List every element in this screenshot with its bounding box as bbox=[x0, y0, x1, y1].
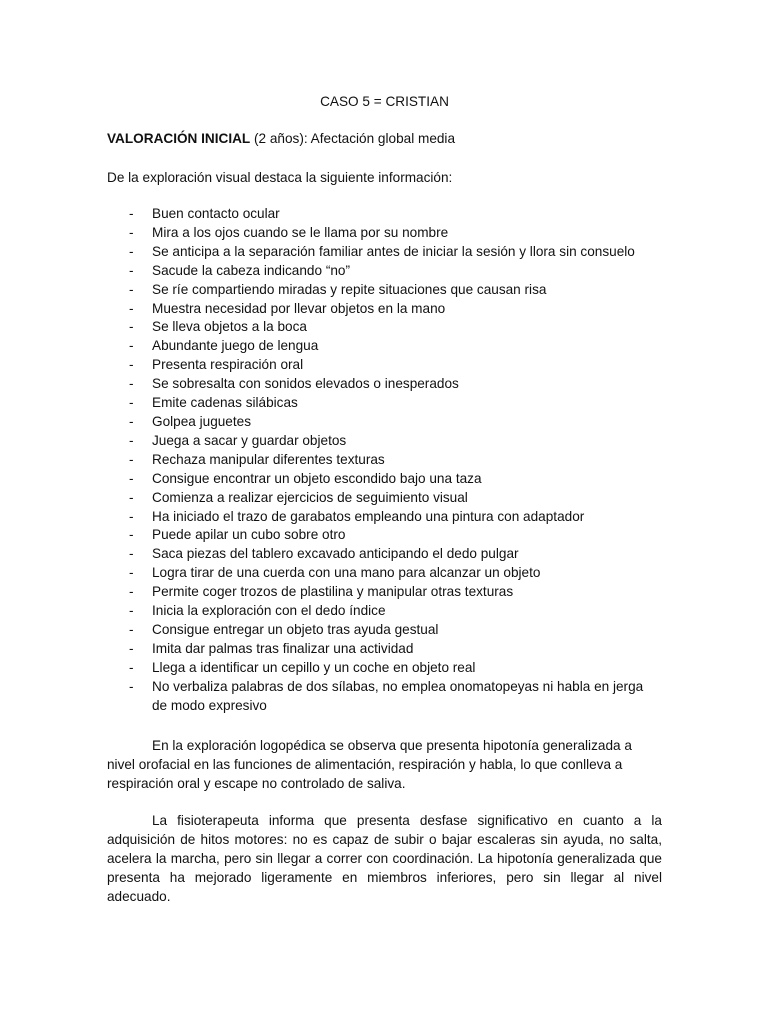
list-dash: - bbox=[129, 281, 134, 297]
list-dash: - bbox=[129, 319, 134, 335]
list-item-text: Permite coger trozos de plastilina y manipular otras texturas bbox=[152, 584, 514, 600]
visual-exploration-intro: De la exploración visual destaca la siguiente información: bbox=[107, 170, 453, 185]
list-dash: - bbox=[129, 224, 134, 240]
list-item-text: No verbaliza palabras de dos sílabas, no emplea onomatopeyas ni habla en jerga de modo expresivo bbox=[152, 678, 644, 713]
list-item-text: Juega a sacar y guardar objetos bbox=[152, 432, 347, 448]
list-item-text: Comienza a realizar ejercicios de seguimiento visual bbox=[152, 489, 468, 505]
list-item bbox=[107, 394, 662, 413]
speech-therapy-text: En la exploración logopédica se observa que presenta hipotonía generalizada a nivel orofacial en las funciones de alimentación, respiración y habla, lo que conlleva a respiración oral y escape no controlado de saliva. bbox=[107, 738, 632, 791]
list-item bbox=[107, 508, 662, 527]
list-dash: - bbox=[129, 470, 134, 486]
speech-therapy-paragraph bbox=[107, 736, 662, 793]
list-item bbox=[107, 337, 662, 356]
initial-assessment-line bbox=[107, 129, 455, 148]
list-item-text: Ha iniciado el trazo de garabatos empleando una pintura con adaptador bbox=[152, 508, 585, 524]
list-item-text: Buen contacto ocular bbox=[152, 206, 280, 221]
list-item-text: Saca piezas del tablero excavado anticipando el dedo pulgar bbox=[152, 546, 519, 562]
physiotherapy-text: La fisioterapeuta informa que presenta desfase significativo en cuanto a la adquisición de hitos motores: no es capaz de subir o bajar escaleras sin ayuda, no salta, acelera la marcha, pero sin llegar a correr con coordinación. La hipotonía generalizada que presenta ha mejorado ligeramente en miembros inferiores, pero sin llegar al nivel adecuado. bbox=[107, 813, 662, 904]
list-item bbox=[107, 489, 662, 508]
list-item bbox=[107, 243, 662, 262]
list-item bbox=[107, 678, 662, 716]
list-item-text: Logra tirar de una cuerda con una mano para alcanzar un objeto bbox=[152, 565, 541, 581]
list-item-text: Muestra necesidad por llevar objetos en la mano bbox=[152, 300, 446, 316]
list-item bbox=[107, 281, 662, 300]
list-item-text: Sacude la cabeza indicando “no” bbox=[152, 262, 350, 278]
list-item bbox=[107, 470, 662, 489]
list-item-text: Golpea juguetes bbox=[152, 413, 252, 429]
list-item-text: Consigue encontrar un objeto escondido bajo una taza bbox=[152, 470, 482, 486]
list-item-text: Rechaza manipular diferentes texturas bbox=[152, 451, 385, 467]
list-dash: - bbox=[129, 678, 134, 694]
case-title: CASO 5 = CRISTIAN bbox=[320, 94, 449, 109]
list-item bbox=[107, 205, 662, 224]
physiotherapy-paragraph bbox=[107, 811, 662, 906]
list-dash: - bbox=[129, 357, 134, 373]
list-dash: - bbox=[129, 413, 134, 429]
list-dash: - bbox=[129, 527, 134, 543]
list-dash: - bbox=[129, 621, 134, 637]
list-dash: - bbox=[129, 489, 134, 505]
list-item bbox=[107, 602, 662, 621]
list-item-text: Abundante juego de lengua bbox=[152, 338, 319, 354]
list-item-text: Se ríe compartiendo miradas y repite situaciones que causan risa bbox=[152, 281, 547, 297]
list-dash: - bbox=[129, 300, 134, 316]
list-dash: - bbox=[129, 338, 134, 354]
list-dash: - bbox=[129, 659, 134, 675]
list-dash: - bbox=[129, 565, 134, 581]
list-item-text: Consigue entregar un objeto tras ayuda gestual bbox=[152, 621, 439, 637]
list-item-text: Se lleva objetos a la boca bbox=[152, 319, 307, 335]
list-dash: - bbox=[129, 432, 134, 448]
list-item-text: Emite cadenas silábicas bbox=[152, 395, 298, 411]
list-item-text: Mira a los ojos cuando se le llama por su nombre bbox=[152, 224, 449, 240]
list-item-text: Se anticipa a la separación familiar antes de iniciar la sesión y llora sin consuelo bbox=[152, 243, 635, 259]
list-item bbox=[107, 621, 662, 640]
initial-assessment-detail: (2 años): Afectación global media bbox=[250, 131, 456, 146]
list-dash: - bbox=[129, 376, 134, 392]
list-item bbox=[107, 640, 662, 659]
list-dash: - bbox=[129, 640, 134, 656]
list-dash: - bbox=[129, 546, 134, 562]
list-item bbox=[107, 318, 662, 337]
list-item-text: Puede apilar un cubo sobre otro bbox=[152, 527, 346, 543]
list-item-text: Presenta respiración oral bbox=[152, 357, 304, 373]
list-dash: - bbox=[129, 451, 134, 467]
list-item bbox=[107, 583, 662, 602]
list-dash: - bbox=[129, 584, 134, 600]
list-item bbox=[107, 526, 662, 545]
list-item bbox=[107, 356, 662, 375]
list-item bbox=[107, 659, 662, 678]
list-dash: - bbox=[129, 243, 134, 259]
list-item-text: Se sobresalta con sonidos elevados o inesperados bbox=[152, 376, 459, 392]
list-item-text: Llega a identificar un cepillo y un coche en objeto real bbox=[152, 659, 476, 675]
list-item bbox=[107, 451, 662, 470]
list-item-text: Imita dar palmas tras finalizar una actividad bbox=[152, 640, 414, 656]
list-item bbox=[107, 564, 662, 583]
list-item bbox=[107, 432, 662, 451]
list-dash: - bbox=[129, 603, 134, 619]
list-item-text: Inicia la exploración con el dedo índice bbox=[152, 603, 386, 619]
list-item bbox=[107, 300, 662, 319]
list-dash: - bbox=[129, 395, 134, 411]
list-item bbox=[107, 224, 662, 243]
list-item bbox=[107, 413, 662, 432]
list-item bbox=[107, 545, 662, 564]
list-item bbox=[107, 375, 662, 394]
list-item bbox=[107, 262, 662, 281]
initial-assessment-label: VALORACIÓN INICIAL bbox=[107, 131, 251, 146]
list-dash: - bbox=[129, 206, 134, 221]
list-dash: - bbox=[129, 508, 134, 524]
observation-list bbox=[107, 205, 662, 715]
list-dash: - bbox=[129, 262, 134, 278]
